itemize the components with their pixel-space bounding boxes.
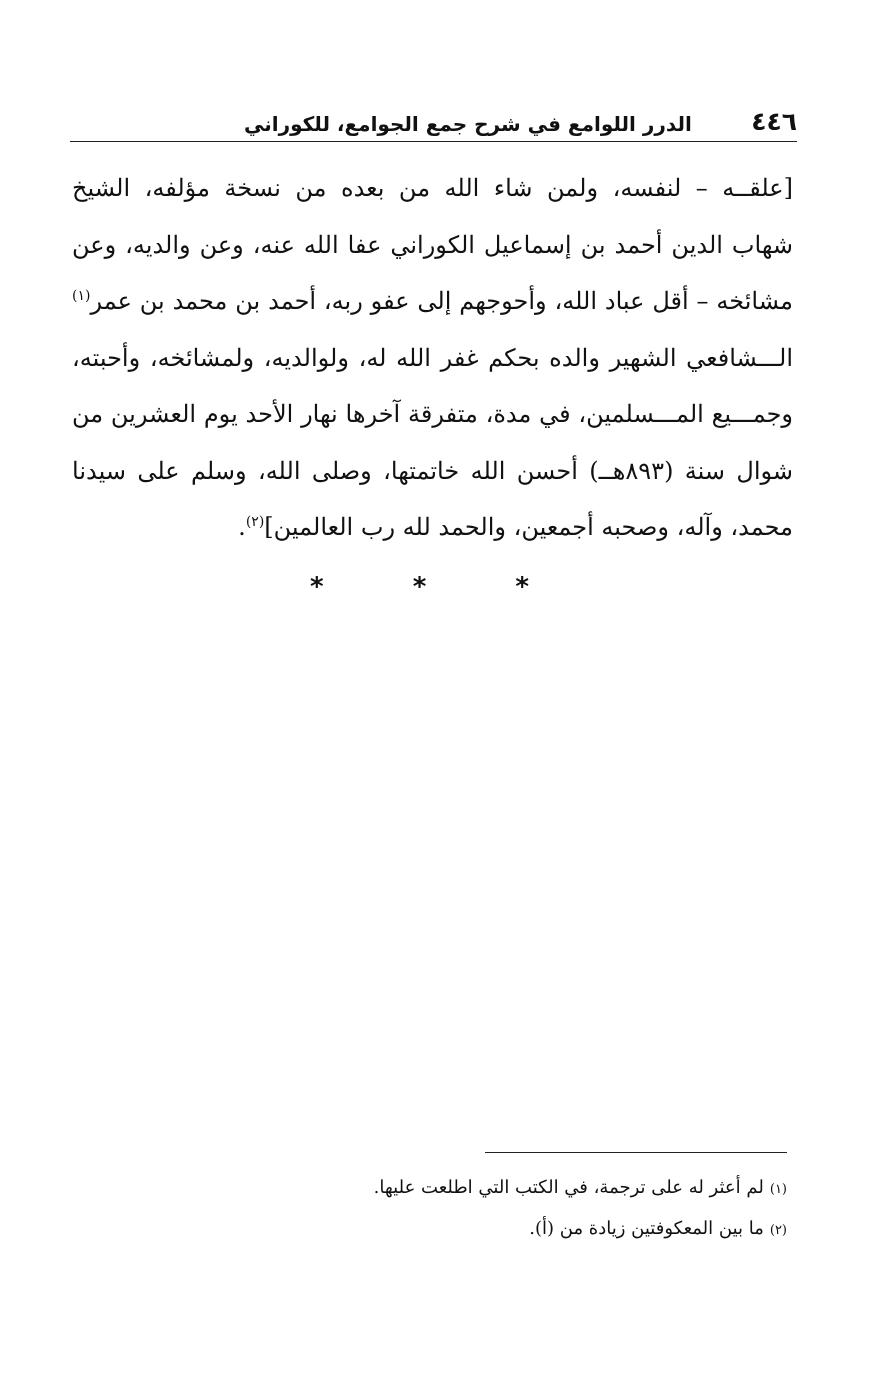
page-number: ٤٤٦ (751, 107, 797, 136)
running-title: الدرر اللوامع في شرح جمع الجوامع، للكوراني (244, 112, 692, 136)
text-line (72, 273, 793, 330)
footnote-marker: (١) (769, 1182, 787, 1197)
text-line: وجمـــيع المـــسلمين، في مدة، متفرقة آخرها نهار الأحد يوم العشرين من (72, 400, 793, 428)
header-rule (70, 141, 797, 142)
text-line-content: محمد، وآله، وصحبه أجمعين، والحمد لله رب العالمين] (264, 513, 793, 541)
text-line: الـــشافعي الشهير والده بحكم غفر الله له، ولوالديه، ولمشائخه، وأحبته، (72, 343, 793, 372)
text-line: [علقــه – لنفسه، ولمن شاء الله من بعده من نسخة مؤلفه، الشيخ (72, 174, 793, 202)
text-line: شوال سنة (٨٩٣هــ) أحسن الله خاتمتها، وصلى الله، وسلم على سيدنا (72, 456, 793, 485)
main-text (72, 160, 793, 556)
text-line-content: مشائخه – أقل عباد الله، وأحوجهم إلى عفو ربه، أحمد بن محمد بن عمر (90, 287, 793, 315)
footnote-2 (80, 1209, 787, 1250)
footnote-marker: (٢) (769, 1223, 787, 1238)
text-line: شهاب الدين أحمد بن إسماعيل الكوراني عفا الله عنه، وعن والديه، وعن (72, 230, 793, 259)
footnote-reference-1[interactable]: (١) (72, 288, 91, 304)
section-separator: * * * (310, 572, 569, 602)
footnote-1 (80, 1168, 787, 1209)
sentence-end: . (238, 513, 246, 541)
footnote-text: لم أعثر له على ترجمة، في الكتب التي اطلعت عليها. (373, 1177, 764, 1198)
running-header (70, 96, 797, 136)
text-line (72, 499, 793, 556)
footnote-text: ما بين المعكوفتين زيادة من (أ). (529, 1218, 764, 1239)
footnote-reference-2[interactable]: (٢) (245, 514, 265, 530)
footnote-rule (485, 1152, 787, 1153)
footnotes (80, 1168, 787, 1250)
